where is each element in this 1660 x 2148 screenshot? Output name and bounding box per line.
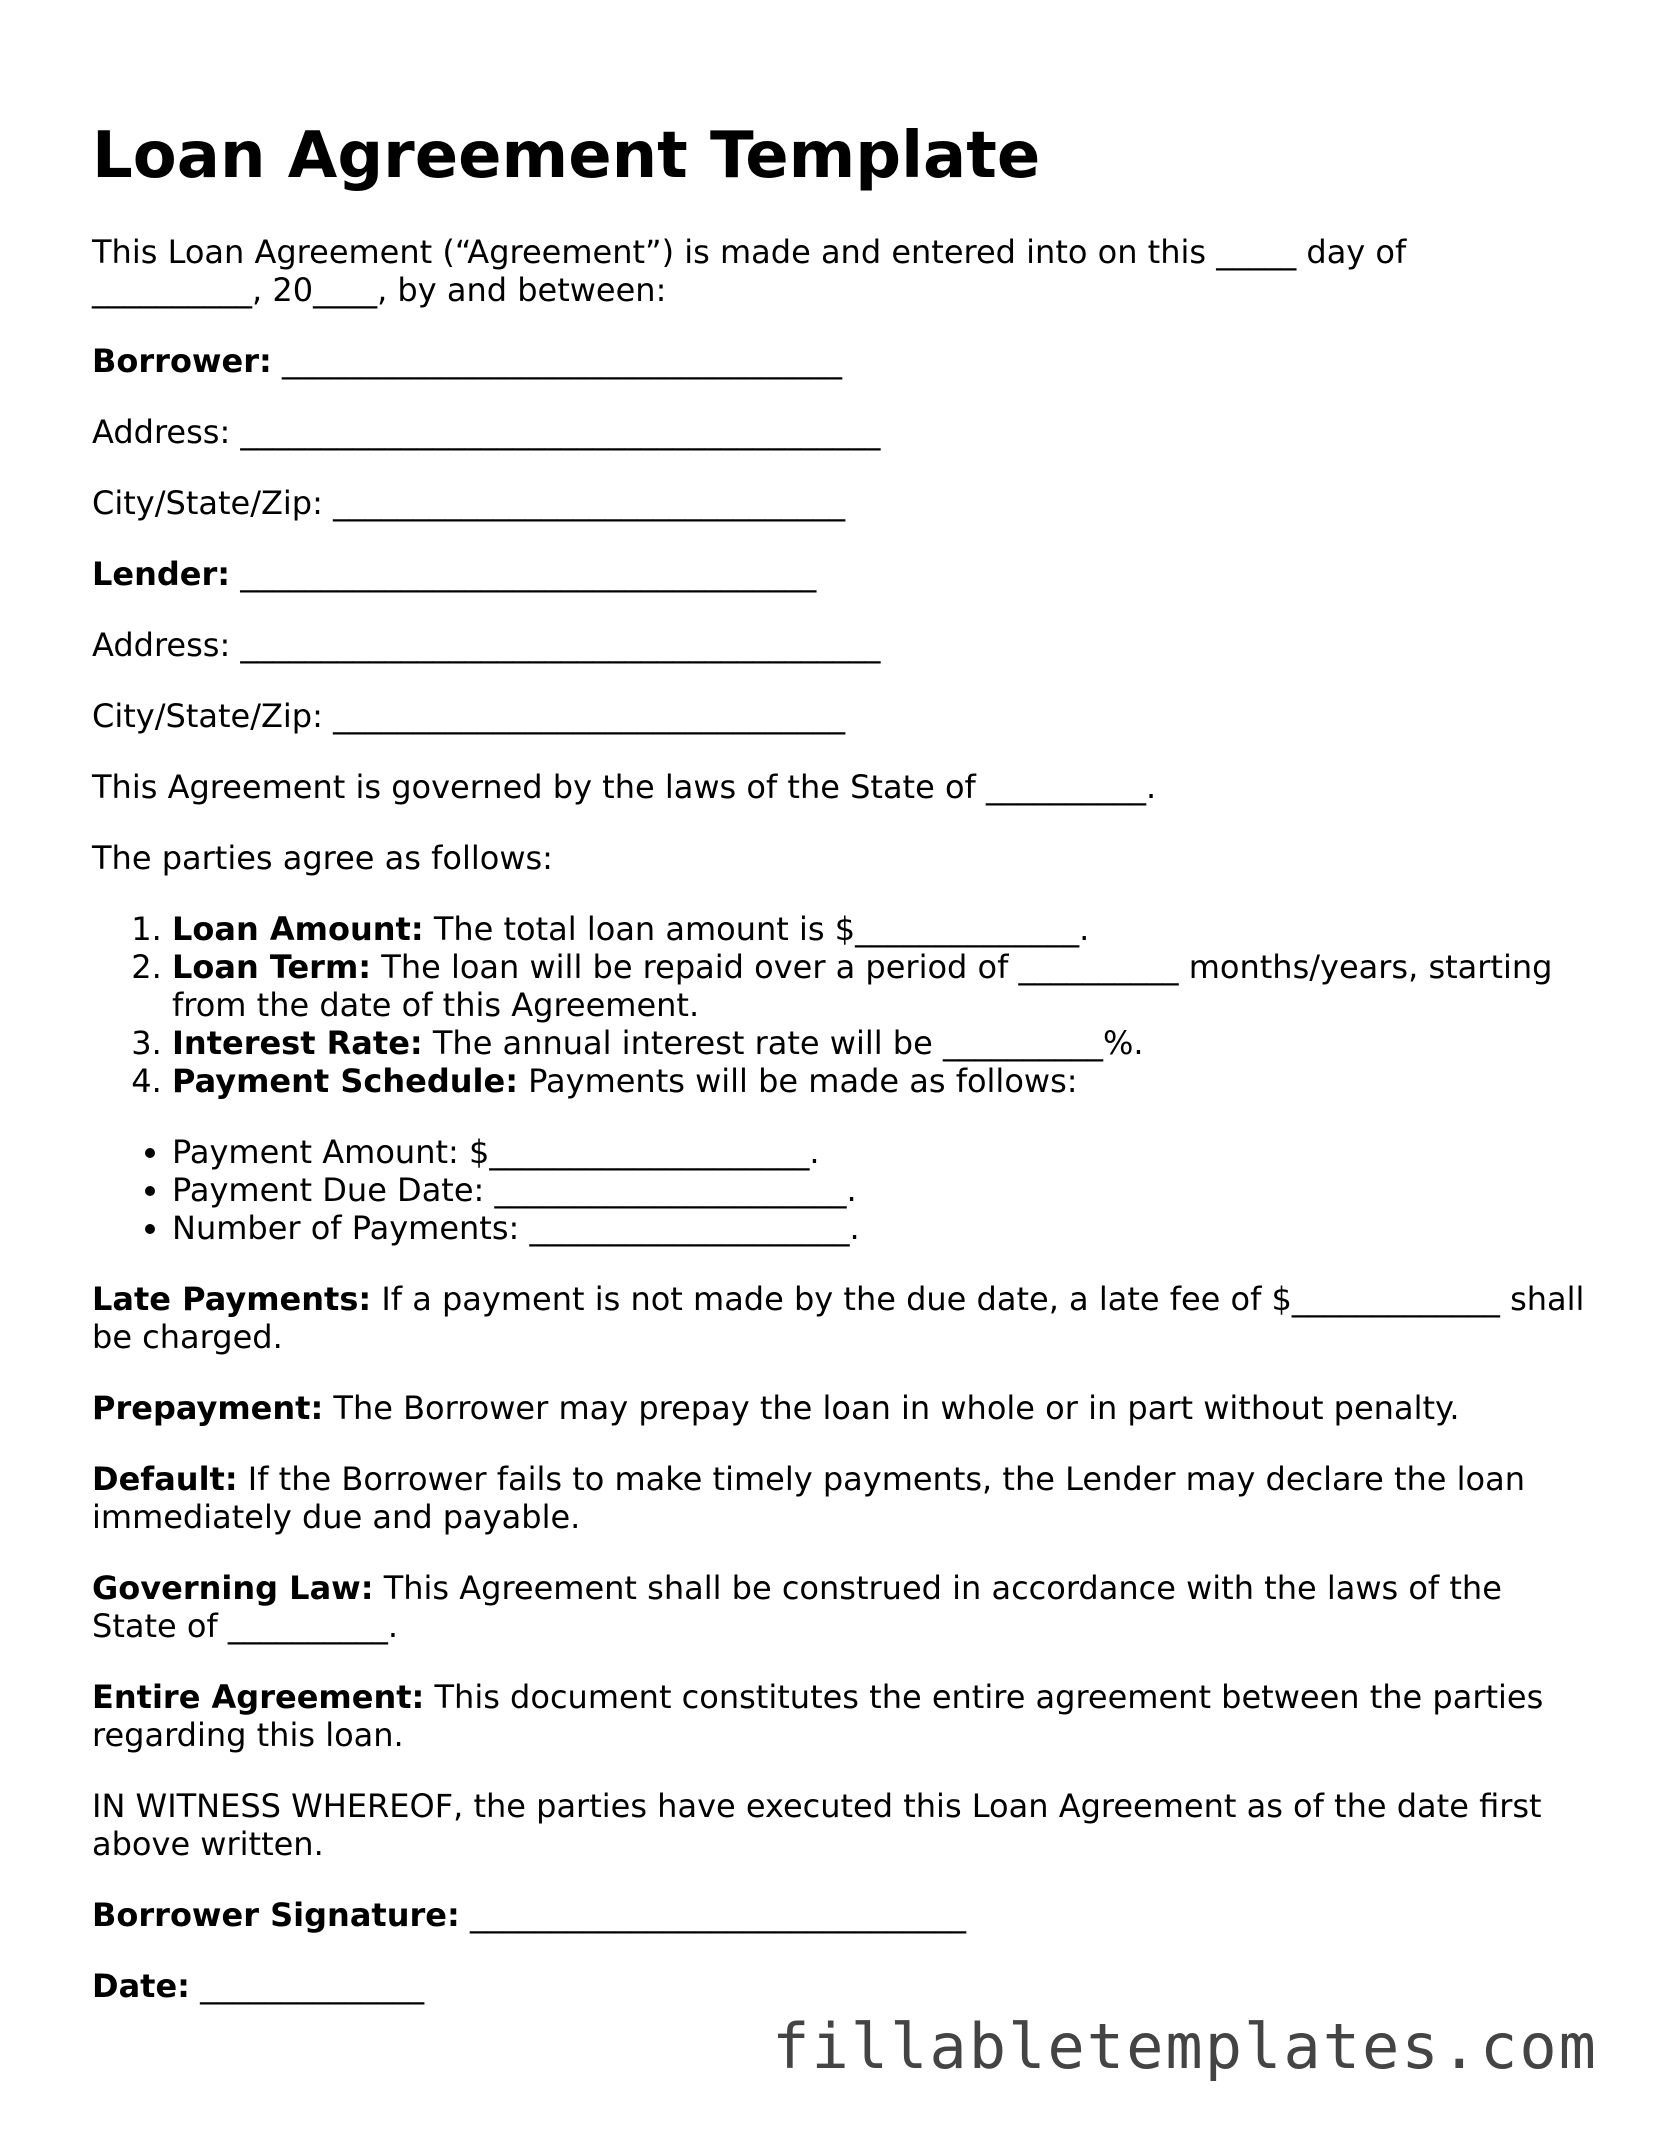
clause-text: If a payment is not made by the due date, a late fee of $_____________ shall be charged. (92, 1280, 1585, 1356)
borrower-signature-line (92, 1896, 1592, 1934)
payment-item: • Number of Payments: ____________________. (172, 1209, 1592, 1247)
term-item (172, 910, 1592, 948)
terms-list (92, 910, 1592, 1100)
clause-governing-law (92, 1569, 1592, 1645)
clause-text: If the Borrower fails to make timely payments, the Lender may declare the loan immediately due and payable. (92, 1460, 1525, 1536)
document-title: Loan Agreement Template (92, 119, 1041, 193)
lender-line (92, 555, 1592, 593)
clause-entire-agreement (92, 1678, 1592, 1754)
date-blank[interactable]: ______________ (200, 1967, 425, 2005)
borrower-city-state-zip[interactable]: City/State/Zip: ________________________________ (92, 484, 846, 522)
site-watermark: fillabletemplates.com (772, 2010, 1598, 2083)
date-line (92, 1967, 1592, 2005)
clause-label: Governing Law: (92, 1569, 374, 1607)
payment-item: • Payment Amount: $____________________. (172, 1133, 1592, 1171)
clause-late-payments (92, 1280, 1592, 1356)
term-label: Loan Term: (172, 948, 372, 986)
parties-agree-paragraph: The parties agree as follows: (92, 839, 553, 877)
clause-label: Entire Agreement: (92, 1678, 425, 1716)
borrower-address[interactable]: Address: ________________________________________ (92, 413, 881, 451)
borrower-name-blank[interactable]: ___________________________________ (281, 342, 842, 380)
clause-text: The Borrower may prepay the loan in whole or in part without penalty. (323, 1389, 1460, 1427)
signature-label: Borrower Signature: (92, 1896, 460, 1934)
term-item (172, 1024, 1592, 1062)
term-label: Loan Amount: (172, 910, 424, 948)
intro-line-2: __________, 20____, by and between: (92, 271, 667, 309)
lender-name-blank[interactable]: ____________________________________ (240, 555, 817, 593)
term-label: Interest Rate: (172, 1024, 423, 1062)
witness-paragraph: IN WITNESS WHEREOF, the parties have executed this Loan Agreement as of the date first above written. (92, 1787, 1542, 1863)
clause-label: Late Payments: (92, 1280, 372, 1318)
term-item (172, 948, 1592, 1024)
borrower-line (92, 342, 1592, 380)
intro-paragraph (92, 233, 1592, 309)
term-text: The loan will be repaid over a period of __________ months/years, starting from the date of this Agreement. (172, 948, 1553, 1024)
lender-city-state-zip[interactable]: City/State/Zip: ________________________________ (92, 697, 846, 735)
clause-text: This document constitutes the entire agreement between the parties regarding this loan. (92, 1678, 1544, 1754)
term-label: Payment Schedule: (172, 1062, 518, 1100)
payment-details-list (92, 1133, 1592, 1247)
document-body (92, 233, 1592, 2038)
clause-label: Default: (92, 1460, 238, 1498)
lender-address[interactable]: Address: ________________________________________ (92, 626, 881, 664)
clause-label: Prepayment: (92, 1389, 324, 1427)
term-item (172, 1062, 1592, 1100)
governed-by-paragraph: This Agreement is governed by the laws of the State of __________. (92, 768, 1157, 806)
intro-line-1: This Loan Agreement (“Agreement”) is made and entered into on this _____ day of (92, 233, 1407, 271)
lender-label: Lender: (92, 555, 231, 593)
signature-blank[interactable]: _______________________________ (469, 1896, 966, 1934)
term-text: Payments will be made as follows: (517, 1062, 1078, 1100)
term-text: The annual interest rate will be __________%. (422, 1024, 1144, 1062)
payment-item: • Payment Due Date: ______________________. (172, 1171, 1592, 1209)
date-label: Date: (92, 1967, 190, 2005)
clause-text: This Agreement shall be construed in accordance with the laws of the State of __________. (92, 1569, 1502, 1645)
term-text: The total loan amount is $______________. (423, 910, 1090, 948)
borrower-label: Borrower: (92, 342, 272, 380)
clause-default (92, 1460, 1592, 1536)
clause-prepayment (92, 1389, 1592, 1427)
